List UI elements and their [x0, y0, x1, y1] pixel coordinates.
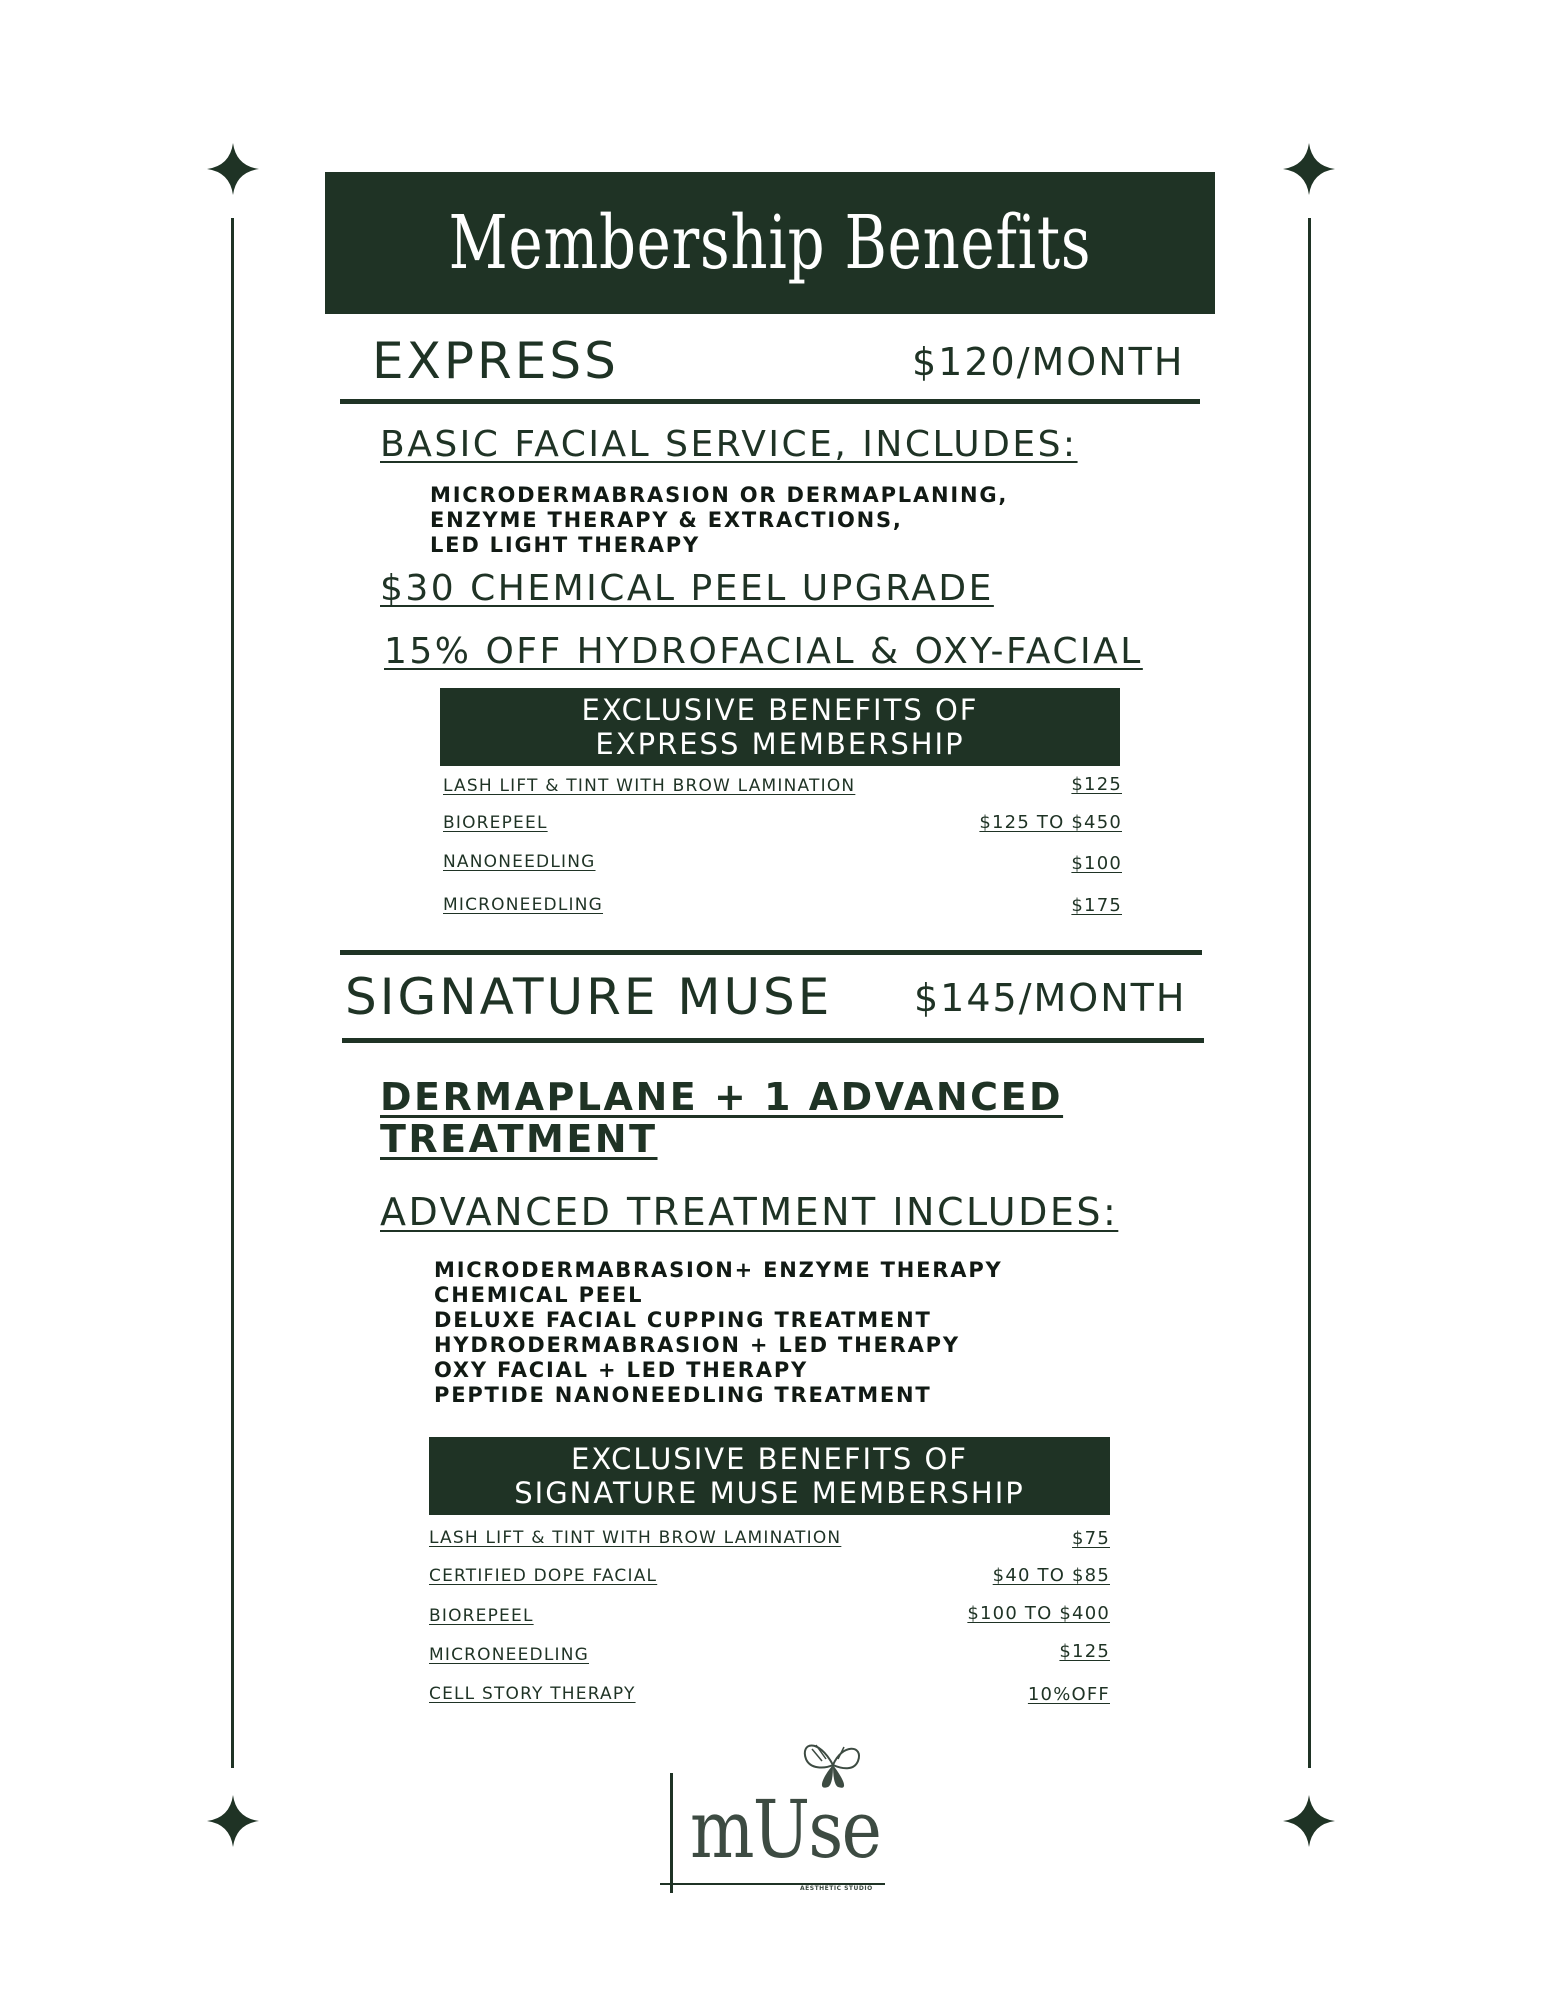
- express-divider: [340, 399, 1200, 404]
- benefit-name: LASH LIFT & TINT WITH BROW LAMINATION: [429, 1528, 842, 1548]
- signature-tier-price: $145/MONTH: [914, 976, 1187, 1020]
- express-tier-name: EXPRESS: [372, 332, 619, 390]
- list-item: MICRODERMABRASION+ ENZYME THERAPY: [434, 1258, 1003, 1282]
- list-item: CHEMICAL PEEL: [434, 1283, 644, 1307]
- express-tier-price: $120/MONTH: [912, 340, 1185, 384]
- banner-line: EXCLUSIVE BENEFITS OF: [571, 1442, 968, 1476]
- sparkle-icon: [1283, 1795, 1335, 1847]
- page-title: Membership Benefits: [448, 200, 1092, 286]
- signature-tier-name: SIGNATURE MUSE: [345, 968, 833, 1026]
- benefit-price: $125: [1071, 774, 1122, 795]
- express-benefits-banner: [440, 688, 1120, 766]
- signature-top-divider: [340, 950, 1202, 955]
- express-upgrade: $30 CHEMICAL PEEL UPGRADE: [380, 568, 994, 609]
- benefit-name: CELL STORY THERAPY: [429, 1684, 636, 1704]
- signature-advanced-list: [434, 1258, 1003, 1408]
- signature-treatment-heading: [380, 1076, 1063, 1160]
- benefit-price: 10%OFF: [1027, 1684, 1110, 1705]
- signature-divider: [342, 1038, 1204, 1043]
- heading-line: TREATMENT: [380, 1117, 658, 1161]
- benefit-price: $125: [1059, 1641, 1110, 1662]
- express-discount: 15% OFF HYDROFACIAL & OXY-FACIAL: [384, 631, 1143, 672]
- logo-wordmark: mUse: [690, 1783, 881, 1876]
- sparkle-icon: [207, 143, 259, 195]
- banner-line: EXCLUSIVE BENEFITS OF: [581, 693, 979, 727]
- benefit-price: $75: [1072, 1528, 1110, 1549]
- banner-line: EXPRESS MEMBERSHIP: [595, 727, 965, 761]
- sparkle-icon: [207, 1795, 259, 1847]
- frame-line-left: [231, 218, 234, 1768]
- heading-line: DERMAPLANE + 1 ADVANCED: [380, 1075, 1064, 1119]
- list-item: DELUXE FACIAL CUPPING TREATMENT: [434, 1308, 932, 1332]
- list-item: ENZYME THERAPY & EXTRACTIONS,: [430, 508, 903, 532]
- header-banner: [325, 172, 1215, 314]
- benefit-price: $125 TO $450: [979, 812, 1122, 833]
- benefit-price: $175: [1071, 895, 1122, 916]
- frame-line-right: [1308, 218, 1311, 1768]
- benefit-name: CERTIFIED DOPE FACIAL: [429, 1566, 658, 1586]
- benefit-price: $100: [1071, 853, 1122, 874]
- signature-benefits-banner: [429, 1437, 1110, 1515]
- list-item: MICRODERMABRASION OR DERMAPLANING,: [430, 483, 1009, 507]
- brand-logo: [660, 1735, 900, 1905]
- logo-subtitle: AESTHETIC STUDIO: [800, 1885, 873, 1892]
- signature-advanced-heading: ADVANCED TREATMENT INCLUDES:: [380, 1190, 1119, 1234]
- benefit-price: $40 TO $85: [992, 1565, 1110, 1586]
- list-item: PEPTIDE NANONEEDLING TREATMENT: [434, 1383, 932, 1407]
- sparkle-icon: [1283, 143, 1335, 195]
- list-item: LED LIGHT THERAPY: [430, 533, 700, 557]
- benefit-price: $100 TO $400: [967, 1603, 1110, 1624]
- list-item: OXY FACIAL + LED THERAPY: [434, 1358, 809, 1382]
- benefit-name: LASH LIFT & TINT WITH BROW LAMINATION: [443, 776, 856, 796]
- logo-vertical-bar: [670, 1773, 673, 1893]
- express-service-list: [430, 483, 1008, 558]
- benefit-name: BIOREPEEL: [443, 813, 548, 833]
- express-service-heading: BASIC FACIAL SERVICE, INCLUDES:: [380, 424, 1078, 465]
- benefit-name: NANONEEDLING: [443, 852, 596, 872]
- list-item: HYDRODERMABRASION + LED THERAPY: [434, 1333, 960, 1357]
- benefit-name: MICRONEEDLING: [429, 1645, 590, 1665]
- banner-line: SIGNATURE MUSE MEMBERSHIP: [514, 1476, 1025, 1510]
- benefit-name: BIOREPEEL: [429, 1606, 534, 1626]
- benefit-name: MICRONEEDLING: [443, 895, 604, 915]
